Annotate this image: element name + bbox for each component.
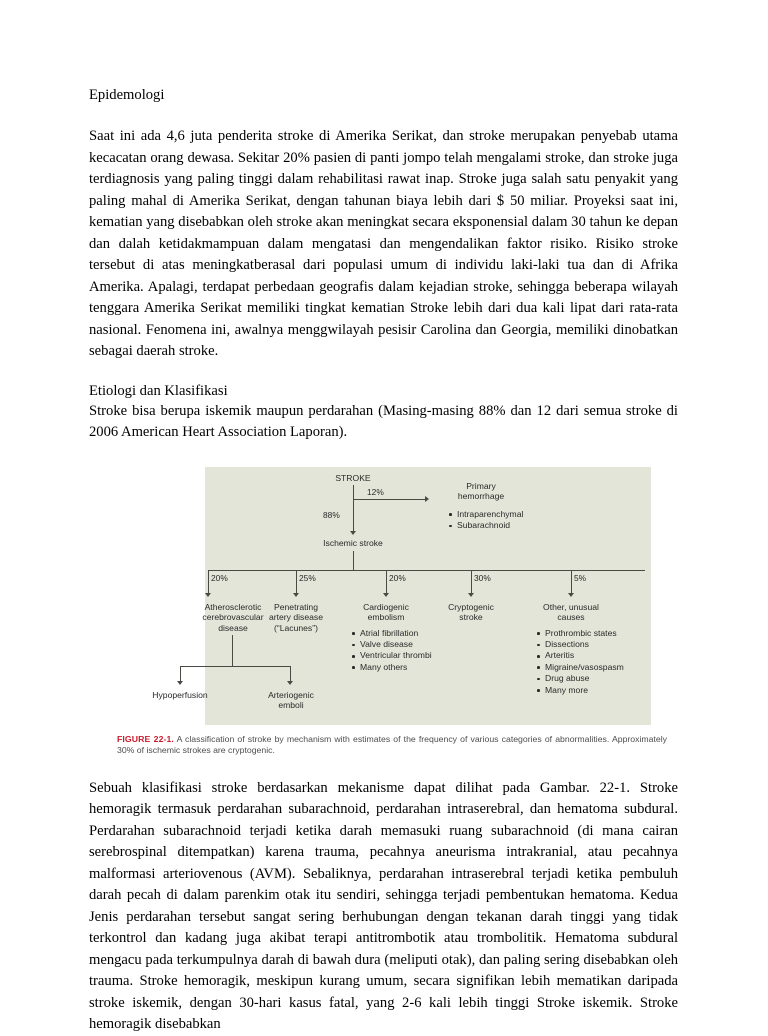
node-primary-hemorrhage bbox=[433, 481, 529, 502]
connector-ischemic-stem bbox=[353, 551, 354, 570]
node-primary-hemorrhage-line2: hemorrhage bbox=[457, 491, 505, 501]
node-label-line: Other, unusual bbox=[543, 601, 599, 612]
node-stroke: STROKE bbox=[335, 472, 371, 483]
connector-col-2 bbox=[296, 570, 297, 595]
node-ischemic-stroke: Ischemic stroke bbox=[323, 537, 383, 548]
section-heading-epidemiology: Epidemologi bbox=[89, 87, 165, 103]
arrow-to-ischemic-icon bbox=[350, 531, 356, 535]
list-item: Drug abuse bbox=[536, 673, 624, 684]
arrow-col-1-icon bbox=[205, 593, 211, 597]
arrow-to-hemorrhage-icon bbox=[425, 496, 429, 502]
node-label-line: cerebrovascular bbox=[202, 612, 264, 622]
list-item: Prothrombic states bbox=[536, 628, 624, 639]
figure-caption bbox=[117, 734, 667, 757]
node-label-line: stroke bbox=[459, 612, 483, 622]
arrow-col-2-icon bbox=[293, 593, 299, 597]
node-label-line: Penetrating bbox=[274, 601, 318, 612]
node-label-line: Cardiogenic bbox=[363, 601, 409, 612]
node-label-line: emboli bbox=[278, 700, 304, 710]
connector-col-3 bbox=[386, 570, 387, 595]
node-label-line: Arteriogenic bbox=[268, 689, 314, 700]
node-label-line: disease bbox=[218, 622, 248, 633]
list-item: Arteritis bbox=[536, 650, 624, 661]
list-item: Intraparenchymal bbox=[448, 509, 523, 520]
node-primary-hemorrhage-line1: Primary bbox=[466, 480, 496, 491]
paragraph-classification: Sebuah klasifikasi stroke berdasarkan mekanisme dapat dilihat pada Gambar. 22-1. Stroke hemoragik termasuk perdarahan subarachnoid, perdarahan intraserebral, dan hematoma subdural. Perdarahan subarachnoid terjadi ketika darah memasuki ruang subarachnoid (di mana cairan serebrospinal ditempatkan) karena trauma, pecahnya aneurisma intrakranial, atau pecahnya malformasi arteriovenous (AVM). Sebaliknya, perdarahan intraserebral terjadi ketika pembuluh darah pecah di dalam parenkim otak itu sendiri, sehingga terjadi pembentukan hematoma. Kedua Jenis perdarahan tersebut sangat sering berhubungan dengan tekanan darah tinggi yang tidak terkontrol dan kadang juga akibat terapi antitrombotik atau trombolitik. Hematoma subdural mengacu pada terkumpulnya darah di bawah dura (meliputi otak), dan paling sering disebabkan oleh trauma. Stroke hemoragik, meskipun kurang umum, secara signifikan lebih mematikan daripada stroke iskemik, dengan 30-hari kasus fatal, yang 2-6 kali lebih tinggi Stroke iskemik. Stroke hemoragik disebabkan bbox=[89, 779, 678, 1033]
connector-athero-stem bbox=[232, 635, 233, 666]
node-other-unusual-causes bbox=[521, 602, 621, 623]
list-item: Ventricular thrombi bbox=[351, 650, 432, 661]
node-label-line: embolism bbox=[367, 612, 405, 622]
section-heading-etiology: Etiologi dan Klasifikasi bbox=[89, 382, 228, 399]
list-item: Valve disease bbox=[351, 639, 432, 650]
arrow-hypoperfusion-icon bbox=[177, 681, 183, 685]
connector-athero-split bbox=[180, 666, 290, 667]
connector-col-1 bbox=[208, 570, 209, 595]
list-other-unusual-causes bbox=[536, 628, 624, 696]
node-label-line: (“Lacunes”) bbox=[274, 622, 318, 633]
arrow-arteriogenic-icon bbox=[287, 681, 293, 685]
percent-col-5: 5% bbox=[574, 572, 587, 583]
figure-diagram-panel bbox=[152, 467, 651, 725]
percent-ischemic: 88% bbox=[323, 509, 340, 520]
arrow-col-3-icon bbox=[383, 593, 389, 597]
list-item: Migraine/vasospasm bbox=[536, 662, 624, 673]
list-item: Subarachnoid bbox=[448, 520, 523, 531]
figure-caption-text: A classification of stroke by mechanism with estimates of the frequency of various categories of abnormalities. Approximately 30% of ischemic strokes are cryptogenic. bbox=[117, 733, 667, 756]
node-cryptogenic-stroke bbox=[421, 602, 521, 623]
spacer bbox=[89, 363, 678, 382]
arrow-col-5-icon bbox=[568, 593, 574, 597]
node-label-line: Atherosclerotic bbox=[204, 601, 262, 612]
spacer bbox=[89, 105, 678, 126]
list-item: Many others bbox=[351, 662, 432, 673]
connector-root-stem bbox=[353, 485, 354, 533]
percent-col-1: 20% bbox=[211, 572, 228, 583]
node-penetrating-artery-disease bbox=[246, 602, 346, 634]
node-label-line: causes bbox=[557, 612, 585, 622]
connector-col-5 bbox=[571, 570, 572, 595]
connector-col-4 bbox=[471, 570, 472, 595]
node-hypoperfusion: Hypoperfusion bbox=[152, 689, 208, 700]
figure-22-1 bbox=[89, 467, 678, 757]
paragraph-etiology: Stroke bisa berupa iskemik maupun perdarahan (Masing-masing 88% dan 12 dari semua stroke di 2006 American Heart Association Laporan). bbox=[89, 402, 678, 440]
percent-hemorrhage: 12% bbox=[367, 486, 384, 497]
spacer bbox=[89, 757, 678, 778]
arrow-col-4-icon bbox=[468, 593, 474, 597]
connector-hemorrhage bbox=[353, 499, 426, 500]
percent-col-3: 20% bbox=[389, 572, 406, 583]
node-label-line: artery disease bbox=[269, 612, 323, 622]
percent-col-4: 30% bbox=[474, 572, 491, 583]
node-label-line: Cryptogenic bbox=[448, 601, 494, 612]
list-item: Atrial fibrillation bbox=[351, 628, 432, 639]
figure-number: FIGURE 22-1. bbox=[117, 733, 174, 744]
document-content bbox=[89, 86, 678, 1036]
connector-distribution-bar bbox=[208, 570, 645, 571]
node-arteriogenic-emboli bbox=[246, 690, 336, 711]
list-item: Dissections bbox=[536, 639, 624, 650]
list-item: Many more bbox=[536, 685, 624, 696]
percent-col-2: 25% bbox=[299, 572, 316, 583]
paragraph-epidemiology: Saat ini ada 4,6 juta penderita stroke di Amerika Serikat, dan stroke merupakan penyebab utama kecacatan orang dewasa. Sekitar 20% pasien di panti jompo telah mengalami stroke, dan stroke juga terdiagnosis yang paling tinggi dalam rehabilitasi rawat inap. Stroke juga salah satu penyakit yang paling mahal di Amerika Serikat, dengan tahunan biaya lebih dari $ 50 miliar. Proyeksi saat ini, kematian yang disebabkan oleh stroke akan meningkat secara eksponensial dalam 30 tahun ke depan dan dalah ketidakmampuan dalam mengatasi dan mengendalikan faktor risiko. Risiko stroke tersebut di atas meningkatberasal dari populasi umum di individu laki-laki tua dan di Afrika Amerika. Apalagi, terdapat perbedaan geografis dalam kejadian stroke, sehingga beberapa wilayah tenggara Amerika Serikat memiliki tingkat kematian Stroke lebih dari dua kali lipat dari rata-rata nasional. Fenomena ini, awalnya menggwilayah pesisir Carolina dan Georgia, memiliki dinobatkan sebagai daerah stroke. bbox=[89, 128, 678, 359]
list-primary-hemorrhage bbox=[448, 509, 523, 532]
list-cardiogenic-embolism bbox=[351, 628, 432, 674]
